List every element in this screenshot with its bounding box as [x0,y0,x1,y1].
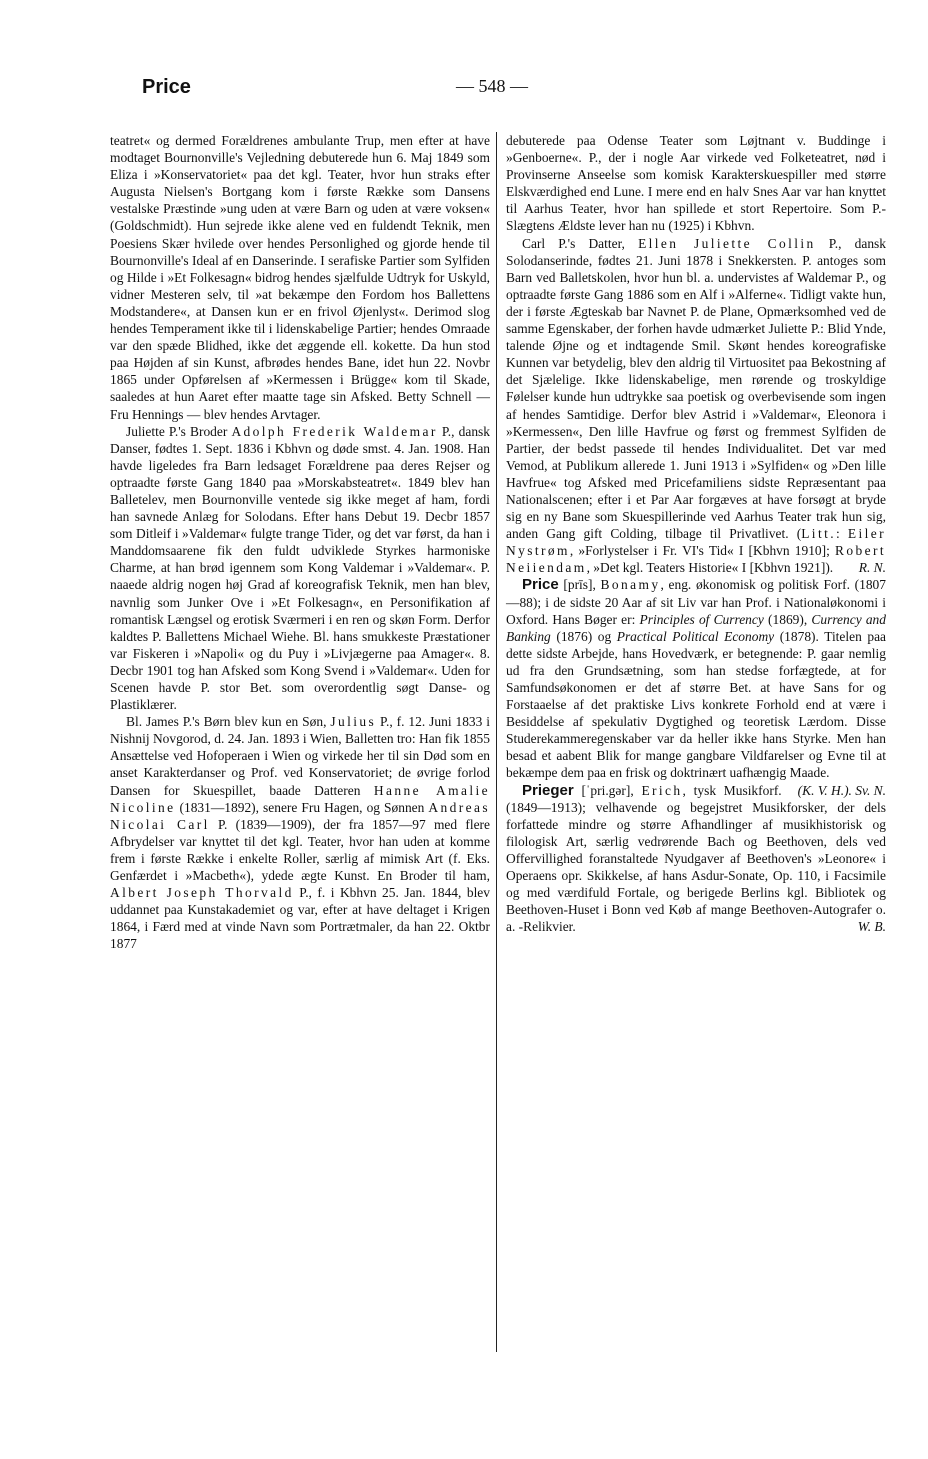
paragraph-waldemar: Juliette P.'s Broder Adolph Frederik Waldemar P., dansk Danser, fødtes 1. Sept. 1836 i Kbhvn og døde smst. 4. Jan. 1908. Han havde ligeledes fra Barn ledsaget Forældrene paa deres Rejser og optraadte første Gang 1840 paa »Morskabsteatret«. 1849 blev han Balletelev, men Bournonville ventede sig ikke meget af ham, fordi han savnede Anlæg for Solodans. Efter hans Debut 19. Decbr 1857 som Ditleif i »Valdemar« fulgte trange Tider, og det var først, da han i Manddomsaarene fik den fuldt udviklede Styrkes harmoniske Charme, at han brød igennem som Kong Valdemar i »Valdemar«. P. naaede aldrig nogen høj Grad af koreografisk Teknik, men han blev, navnlig som Junker Ove i »Et Folkesagn«, en Personifikation af romantisk Længsel og erotisk Sværmeri i en ren og skøn Form. Derfor kaldtes P. Ballettens Michael Wiehe. Bl. hans smukkeste Præstationer var Fiskeren i »Napoli« og du Puy i »Livjægerne paa Amager«. 8. Decbr 1901 tog han Afsked som Kong Svend i »Valdemar«. Uden for Scenen havde P. stor Bet. som overordentlig søgt Danse- og Plastiklærer. [110,423,490,713]
right-column [506,132,886,935]
person-name: Albert Joseph Thorvald [110,885,294,901]
column-divider [496,132,497,1352]
person-name: Ellen Juliette Collin [638,235,816,251]
entry-price-bonamy: Price [prīs], Bonamy, eng. økonomisk og politisk Forf. (1807—88); i de sidste 20 Aar af sit Liv var han Prof. i Nationaløkonomi i Oxford. Hans Bøger er: Principles of Currency (1869), Currency and Banking (1876) og Practical Political Economy (1878). Titelen paa dette sidste Arbejde, hans Hovedværk, er betegnende: P. gaar nemlig ud fra den Grundsætning, som han stedse forfægtede, at for Samfundsøkonomen er det af større Bet. at have Sans for og Forstaaelse af det praktiske Livs konkrete Forhold end at være i Besiddelse af spekulativ Dygtighed og teoretisk Lærdom. Disse Studerekammeregenskaber var da heller ikke hans Styrke. Men han besad et aabent Blik for mange gangbare Vildfarelser og Evne til at bekæmpe dem paa en frisk og doktrinært uafhængig Maade. (K. V. H.). Sv. N. [506,576,886,798]
book-title: Principles of Currency [639,611,764,627]
author-name: Eiler Nystrøm [506,526,886,559]
person-name: Andreas Nicolai Carl [110,799,490,832]
paragraph-albert-continued: debuterede paa Odense Teater som Løjtnant v. Buddinge i »Genboerne«. P., der i nogle Aar virkede ved Folketeatret, nød i Provinserne Anseelse som komisk Karakterskuespiller med større Elskværdighed end Lune. I mere end en halv Snes Aar var han knyttet til Aarhus Teater, hvor han spillede et stort Repertoire. Som P.-Slægtens Ældste lever han nu (1925) i Kbhvn. [506,133,886,234]
running-head [142,76,887,106]
left-column [110,132,490,953]
person-name: Hanne Amalie Nicoline [110,782,490,815]
entry-headword: Price [522,576,559,594]
person-name: Erich [641,782,683,798]
author-signature: (K. V. H.). Sv. N. [797,782,886,798]
page-number: — 548 — [456,76,528,96]
person-name: Adolph Frederik Waldemar [231,423,438,439]
paragraph-james-children: Bl. James P.'s Børn blev kun en Søn, Julius P., f. 12. Juni 1833 i Nishnij Novgorod, d. 24. Jan. 1893 i Wien, Balletten tro: Han fik 1855 Ansættelse ved Hofoperaen i Wien og virkede her til sin Død som en anset Karakterdanser og Prof. ved Konservatoriet; de øvrige forlod Dansen for Skuespillet, baade Datteren Hanne Amalie Nicoline (1831—1892), senere Fru Hagen, og Sønnen Andreas Nicolai Carl P. (1839—1909), der fra 1857—97 med flere Afbrydelser var knyttet til det kgl. Teater, hvor han uden at komme frem i første Række i enkelte Roller, særlig af mimisk Art (f. Eks. Genfærdet i »Macbeth«), ydede ægte Kunst. En Broder til ham, Albert Joseph Thorvald P., f. i Kbhvn 25. Jan. 1844, blev uddannet paa Kunstakademiet og var, efter at have deltaget i Krigen 1864, i Færd med at vinde Navn som Portrætmaler, da han 22. Oktbr 1877 [110,714,490,952]
author-signature: R. N. [858,560,886,576]
entry-headword: Prieger [522,781,574,799]
paragraph-juliette-continued: teatret« og dermed Forældrenes ambulante Trup, men efter at have modtaget Bournonville's Vejledning debuterede hun 6. Maj 1849 som Eliza i »Konservatoriet« paa det kgl. Teater, hvor hun straks efter Augusta Nielsen's Bortgang kom i første Række som Dansens vestalske Præstinde »ung uden at være Barn og uden at være voksen« (Goldschmidt). Hun sejrede ikke alene ved en fuldendt Teknik, men Poesiens Skær hvilede over hendes Personlighed og gjorde hende til Bournonville's Ideal af en Danserinde. I serafiske Partier som Sylfiden og Hilde i »Et Folkesagn« bidrog hendes sjælfulde Udtryk for Uskyld, vidner Mesteren selv, til »at bekæmpe den Fordom hos Ballettens Modstandere«, at Dansen kun er en frivol Øjenlyst«. Derimod slog hendes Temperament ikke til i lidenskabelige Partier; hendes Omraade var den spæde Blidhed, ikke det æggende ell. kokette. Da hun stod paa Højden af sin Kunst, afbrødes hendes Bane, idet hun 22. Novbr 1865 under Opførelsen af »Kermessen i Brügge« kom til Skade, saaledes at hun Aaret efter maatte tage sin Afsked. Betty Schnell — Fru Hennings — blev hendes Arvtager. [110,133,490,422]
person-name: Bonamy [600,577,661,593]
book-title: Currency and Banking [506,611,886,644]
paragraph-ellen: Carl P.'s Datter, Ellen Juliette Collin P., dansk Solodanserinde, fødtes 21. Juni 1878 i Snekkersten. P. antoges som Barn ved Balletskolen, hvor hun bl. a. undervistes af Waldemar P., og optraadte første Gang 1886 som en Alf i »Alferne«. Tidligt vakte hun, der i første Ægteskab bar Navnet P. de Plane, Opmærksomhed ved de samme Egenskaber, der forhen havde udmærket Juliette P.: Blid Ynde, talende Øjne og et indtagende Smil. Skønt hendes koreografiske Kunnen var betydelig, blev den aldrig til Virtuositet paa Bekostning af det Sjælelige. Ikke lidenskabelige, men rørende og troskyldige Følelser kunde hun udtrykke saa poetisk og overbevisende som ingen af hendes Samtidige. Derfor blev Astrid i »Valdemar«, Eleonora i »Kermessen«, Den lille Havfrue og først og fremmest Sylfiden de Partier, der bedst passede til hendes Individualitet. Det var med Vemod, at Publikum allerede 1. Juni 1913 i »Sylfiden« og »Den lille Havfrue« tog Afsked med Pricefamiliens sidste Repræsentant paa Nationalscenen; efter i et Par Aar forgæves at have forsøgt at bryde sig en ny Bane som Skuespillerinde ved Aarhus Teater trak hun sig, anden Gang gift Colding, tilbage til Privatlivet. (Litt.: Eiler Nystrøm, »Forlystelser i Fr. VI's Tid« I [Kbhvn 1910]; Robert Neiiendam, »Det kgl. Teaters Historie« I [Kbhvn 1921]). R. N. [506,235,886,576]
author-name: Robert Neiiendam [506,543,886,576]
person-name: Julius [330,714,377,730]
literature-label: Litt. [801,526,836,542]
book-title: Practical Political Economy [616,628,775,644]
entry-prieger: Prieger [ˈpri.gər], Erich, tysk Musikforf. (1849—1913); velhavende og begejstret Musikforsker, der dels forfattede mindre og større Afhandlinger af musikhistorisk og filologisk Art, særlig vedrørende Bach og Beethoven, dels ved Offervillighed foranstaltede Nyudgaver af Beethoven's »Leonore« i Operaens opr. Skikkelse, af hans Asdur-Sonate, Op. 110, i Facsimile og med værdifuld Fortale, og berigede Berlins kgl. Bibliotek og Beethoven-Huset i Bonn ved Køb af mange Beethoven-Autografer o. a. -Relikvier. W. B. [506,781,886,935]
running-headword: Price [142,76,191,98]
author-signature: W. B. [857,919,886,935]
